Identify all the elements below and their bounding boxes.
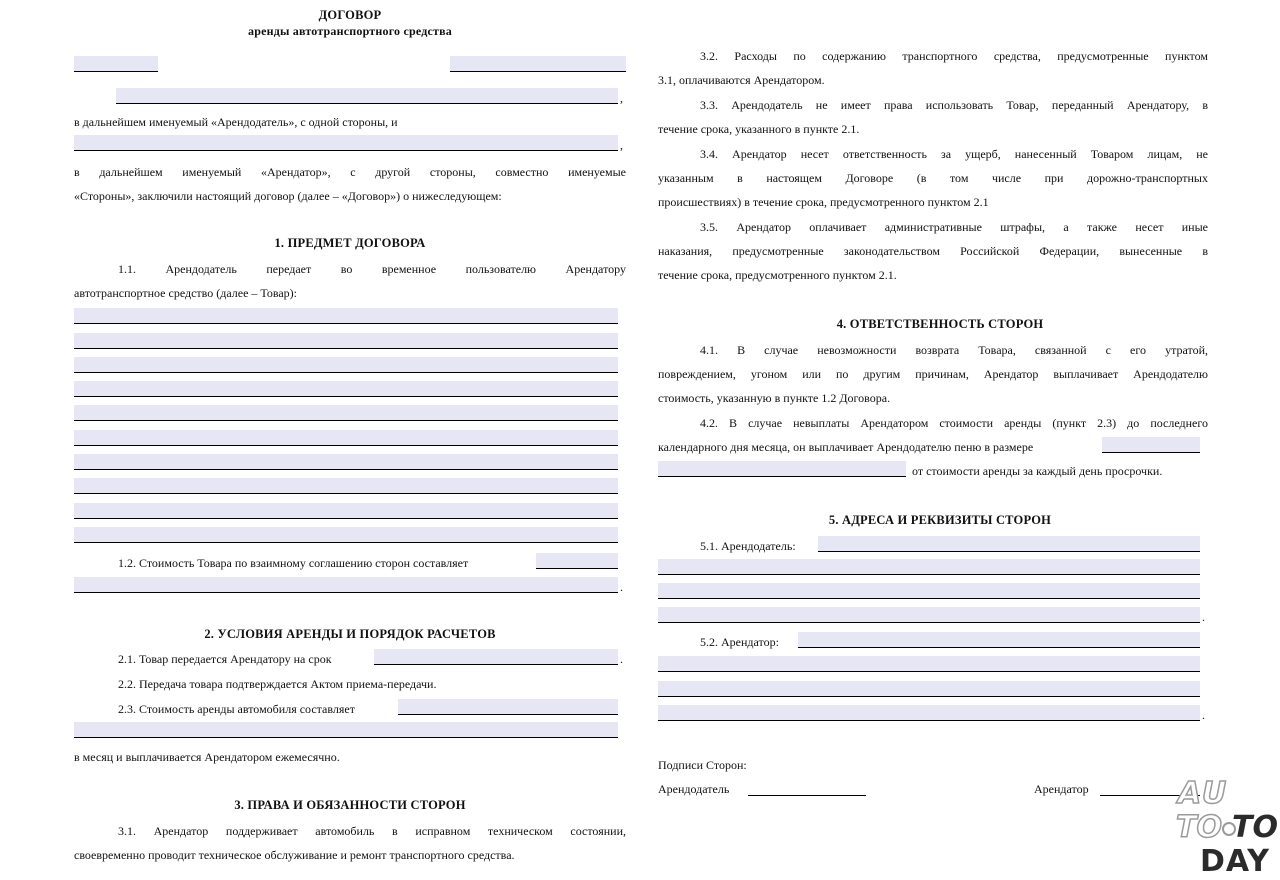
clause-4-2-line1: 4.2. В случае невыплаты Арендатором стоимости аренды (пункт 2.3) до последнего xyxy=(700,416,1208,430)
section-3-heading: 3. ПРАВА И ОБЯЗАННОСТИ СТОРОН xyxy=(234,798,466,812)
lessee-name-field[interactable] xyxy=(74,135,618,151)
vehicle-field-8[interactable] xyxy=(74,478,618,494)
watermark-line2a: TO xyxy=(1176,810,1222,845)
lessee-details-field-1[interactable] xyxy=(798,632,1200,648)
vehicle-field-4[interactable] xyxy=(74,381,618,397)
rent-amount-field-2[interactable] xyxy=(74,722,618,738)
clause-3-1-line1: 3.1. Арендатор поддерживает автомобиль в исправном техническом состоянии, xyxy=(118,824,626,838)
clause-3-5-line2: наказания, предусмотренные законодательством Российской Федерации, вынесенные в xyxy=(658,244,1208,258)
lessor-desc: в дальнейшем именуемый «Арендодатель», с одной стороны, и xyxy=(74,115,398,129)
date-field[interactable] xyxy=(450,56,626,72)
clause-3-4-line1: 3.4. Арендатор несет ответственность за ущерб, нанесенный Товаром лицам, не xyxy=(700,147,1208,161)
vehicle-price-end: . xyxy=(620,580,623,594)
lessee-desc-2: «Стороны», заключили настоящий договор (далее – «Договор») о нижеследующем: xyxy=(74,189,502,203)
lessor-name-field[interactable] xyxy=(116,88,618,104)
vehicle-field-9[interactable] xyxy=(74,503,618,519)
clause-2-1: 2.1. Товар передается Арендатору на срок xyxy=(118,652,332,666)
clause-3-3-line1: 3.3. Арендодатель не имеет права использовать Товар, переданный Арендатору, в xyxy=(700,98,1208,112)
clause-4-1-line1: 4.1. В случае невозможности возврата Товара, связанной с его утратой, xyxy=(700,343,1208,357)
clause-1-2: 1.2. Стоимость Товара по взаимному соглашению сторон составляет xyxy=(118,556,469,570)
vehicle-field-10[interactable] xyxy=(74,527,618,543)
clause-4-1-line3: стоимость, указанную в пункте 1.2 Договора. xyxy=(658,391,891,405)
document-title: ДОГОВОР xyxy=(318,8,382,22)
section-2-heading: 2. УСЛОВИЯ АРЕНДЫ И ПОРЯДОК РАСЧЕТОВ xyxy=(204,627,496,641)
clause-2-3-line2: в месяц и выплачивается Арендатором ежемесячно. xyxy=(74,750,340,764)
section-5-heading: 5. АДРЕСА И РЕКВИЗИТЫ СТОРОН xyxy=(828,513,1052,527)
lessor-details-field-4[interactable] xyxy=(658,607,1200,623)
lessee-signature-label: Арендатор xyxy=(1034,782,1089,796)
clause-4-2-line2: календарного дня месяца, он выплачивает Арендодателю пеню в размере xyxy=(658,440,1034,454)
lessee-details-field-4[interactable] xyxy=(658,705,1200,721)
clause-3-4-line3: происшествиях) в течение срока, предусмотренного пунктом 2.1 xyxy=(658,195,989,209)
vehicle-field-5[interactable] xyxy=(74,405,618,421)
lessor-details-field-3[interactable] xyxy=(658,583,1200,599)
clause-3-3-line2: течение срока, указанного в пункте 2.1. xyxy=(658,122,860,136)
signatures-label: Подписи Сторон: xyxy=(658,758,747,772)
clause-3-4-line2: указанным в настоящем Договоре (в том числе при дорожно-транспортных xyxy=(658,171,1208,185)
clause-1-1-line2: автотранспортное средство (далее – Товар): xyxy=(74,286,298,300)
clause-4-2-line3: от стоимости аренды за каждый день просрочки. xyxy=(912,464,1163,478)
vehicle-field-1[interactable] xyxy=(74,308,618,324)
clause-3-5-line1: 3.5. Арендатор оплачивает административные штрафы, а также несет иные xyxy=(700,220,1208,234)
lessee-details-field-2[interactable] xyxy=(658,656,1200,672)
lessee-details-field-3[interactable] xyxy=(658,681,1200,697)
penalty-rate-field-2[interactable] xyxy=(658,461,906,477)
clause-3-1-line2: своевременно проводит техническое обслуживание и ремонт транспортного средства. xyxy=(74,848,515,862)
lessor-details-field-2[interactable] xyxy=(658,559,1200,575)
autotoday-watermark xyxy=(1170,776,1280,880)
rental-term-end: . xyxy=(620,652,623,666)
section-1-heading: 1. ПРЕДМЕТ ДОГОВОРА xyxy=(274,236,426,250)
vehicle-field-7[interactable] xyxy=(74,454,618,470)
lessor-name-comma: , xyxy=(620,91,623,105)
clause-2-2: 2.2. Передача товара подтверждается Актом приема-передачи. xyxy=(118,677,437,691)
clause-4-1-line2: повреждением, угоном или по другим причинам, Арендатор выплачивает Арендодателю xyxy=(658,367,1208,381)
vehicle-field-2[interactable] xyxy=(74,333,618,349)
vehicle-field-3[interactable] xyxy=(74,357,618,373)
vehicle-price-field[interactable] xyxy=(536,553,618,569)
watermark-line1: AU xyxy=(1178,776,1229,811)
city-field[interactable] xyxy=(74,56,158,72)
rental-term-field[interactable] xyxy=(374,649,618,665)
vehicle-field-6[interactable] xyxy=(74,430,618,446)
watermark-line3: DAY xyxy=(1200,844,1270,879)
watermark-line2b: TO xyxy=(1232,810,1278,845)
vehicle-price-field-2[interactable] xyxy=(74,577,618,593)
clause-5-1: 5.1. Арендодатель: xyxy=(700,539,796,553)
clause-1-1-line1: 1.1. Арендодатель передает во временное пользователю Арендатору xyxy=(118,262,626,276)
document-subtitle: аренды автотранспортного средства xyxy=(248,24,452,38)
clause-2-3: 2.3. Стоимость аренды автомобиля составляет xyxy=(118,702,355,716)
penalty-rate-field[interactable] xyxy=(1102,437,1200,453)
lessor-details-field-1[interactable] xyxy=(818,536,1200,552)
lessee-name-comma: , xyxy=(620,138,623,152)
clause-3-5-line3: течение срока, предусмотренного пунктом 2.1. xyxy=(658,268,897,282)
lessor-signature-label: Арендодатель xyxy=(658,782,730,796)
clause-3-2-line2: 3.1, оплачиваются Арендатором. xyxy=(658,73,825,87)
rent-amount-field[interactable] xyxy=(398,699,618,715)
lessor-signature-line[interactable] xyxy=(748,795,866,796)
clause-3-2-line1: 3.2. Расходы по содержанию транспортного средства, предусмотренные пунктом xyxy=(700,49,1208,63)
lessee-desc: в дальнейшем именуемый «Арендатор», с другой стороны, совместно именуемые xyxy=(74,165,626,179)
lessee-details-end: . xyxy=(1202,708,1205,722)
section-4-heading: 4. ОТВЕТСТВЕННОСТЬ СТОРОН xyxy=(836,317,1044,331)
lessor-details-end: . xyxy=(1202,610,1205,624)
clause-5-2: 5.2. Арендатор: xyxy=(700,635,779,649)
